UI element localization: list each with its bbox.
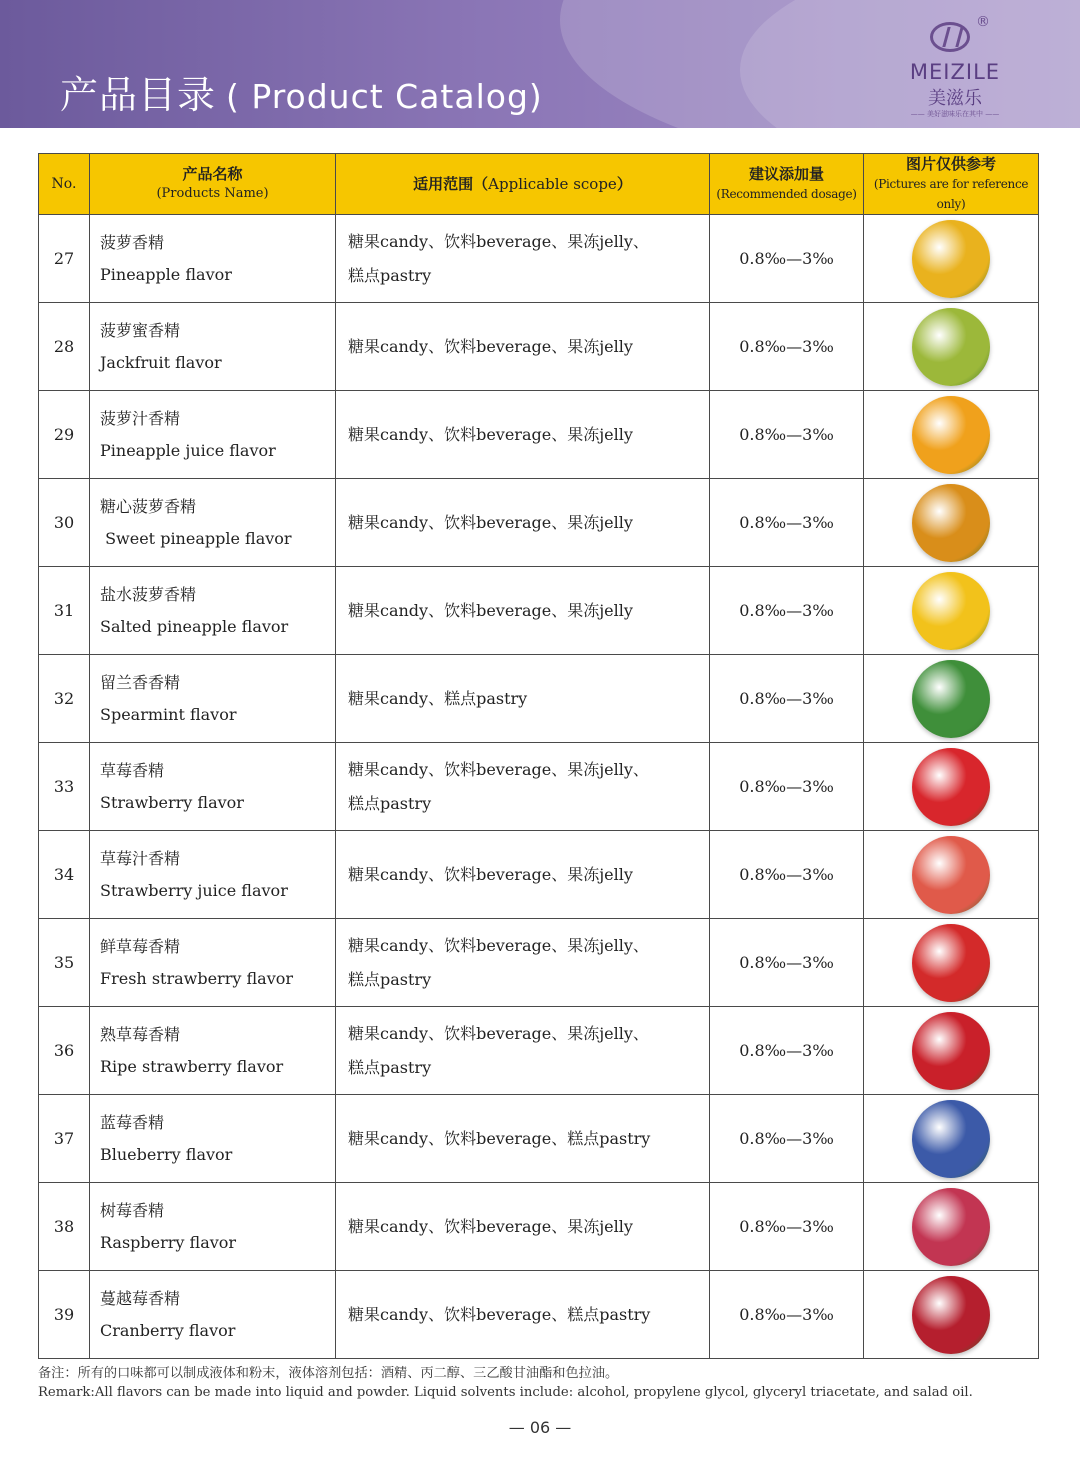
remark xyxy=(38,1364,1048,1402)
product-name xyxy=(90,303,336,391)
product-name-en: Strawberry juice flavor xyxy=(100,880,288,900)
header-pictures: 图片仅供参考 (Pictures are for reference only) xyxy=(864,154,1039,215)
product-picture-cell xyxy=(864,303,1039,391)
product-name xyxy=(90,831,336,919)
product-number: 28 xyxy=(39,303,90,391)
recommended-dosage: 0.8‰—3‰ xyxy=(710,1183,864,1271)
product-name-en: Sweet pineapple flavor xyxy=(100,528,292,548)
scope-line-1: 糖果candy、饮料beverage、果冻jelly xyxy=(348,600,633,620)
product-picture-cell xyxy=(864,391,1039,479)
table-row xyxy=(39,391,1039,479)
recommended-dosage: 0.8‰—3‰ xyxy=(710,743,864,831)
product-name-cn: 菠萝蜜香精 xyxy=(100,320,181,340)
product-number: 38 xyxy=(39,1183,90,1271)
product-number: 27 xyxy=(39,215,90,303)
remark-cn: 备注：所有的口味都可以制成液体和粉末，液体溶剂包括：酒精、丙二醇、三乙酸甘油酯和色拉油。 xyxy=(38,1366,619,1381)
brand-name-en: MEIZILE xyxy=(909,60,1001,84)
fresh-strawberry-picture xyxy=(912,924,990,1002)
product-number: 31 xyxy=(39,567,90,655)
applicable-scope xyxy=(336,567,710,655)
table-row xyxy=(39,655,1039,743)
strawberry-juice-picture xyxy=(912,836,990,914)
header-applicable-scope: 适用范围（Applicable scope） xyxy=(336,154,710,215)
table-row xyxy=(39,743,1039,831)
product-picture-cell xyxy=(864,1095,1039,1183)
product-name xyxy=(90,391,336,479)
scope-line-1: 糖果candy、饮料beverage、糕点pastry xyxy=(348,1304,651,1324)
applicable-scope xyxy=(336,1007,710,1095)
product-number: 30 xyxy=(39,479,90,567)
applicable-scope xyxy=(336,303,710,391)
product-picture-cell xyxy=(864,567,1039,655)
page-title xyxy=(60,64,543,119)
table-row xyxy=(39,567,1039,655)
sweet-pineapple-picture xyxy=(912,484,990,562)
pineapple-picture xyxy=(912,220,990,298)
product-name-en: Pineapple flavor xyxy=(100,264,232,284)
applicable-scope xyxy=(336,743,710,831)
applicable-scope xyxy=(336,655,710,743)
scope-line-1: 糖果candy、饮料beverage、果冻jelly xyxy=(348,424,633,444)
applicable-scope xyxy=(336,1271,710,1359)
scope-line-2: 糕点pastry xyxy=(348,265,432,285)
product-name-cn: 草莓香精 xyxy=(100,760,165,780)
table-row xyxy=(39,919,1039,1007)
product-name xyxy=(90,919,336,1007)
product-name-en: Strawberry flavor xyxy=(100,792,244,812)
applicable-scope xyxy=(336,1095,710,1183)
product-name-cn: 树莓香精 xyxy=(100,1200,165,1220)
ripe-strawberry-picture xyxy=(912,1012,990,1090)
table-row xyxy=(39,479,1039,567)
scope-line-1: 糖果candy、饮料beverage、果冻jelly、 xyxy=(348,1023,649,1043)
product-name-en: Fresh strawberry flavor xyxy=(100,968,294,988)
header-recommended-dosage: 建议添加量 (Recommended dosage) xyxy=(710,154,864,215)
jackfruit-picture xyxy=(912,308,990,386)
product-name-cn: 菠萝汁香精 xyxy=(100,408,181,428)
table-row xyxy=(39,831,1039,919)
recommended-dosage: 0.8‰—3‰ xyxy=(710,479,864,567)
table-row xyxy=(39,1007,1039,1095)
product-name-en: Blueberry flavor xyxy=(100,1144,233,1164)
table-row xyxy=(39,1183,1039,1271)
product-picture-cell xyxy=(864,1007,1039,1095)
product-picture-cell xyxy=(864,919,1039,1007)
scope-line-1: 糖果candy、饮料beverage、果冻jelly、 xyxy=(348,935,649,955)
product-name-cn: 蓝莓香精 xyxy=(100,1112,165,1132)
recommended-dosage: 0.8‰—3‰ xyxy=(710,655,864,743)
product-name-en: Cranberry flavor xyxy=(100,1320,236,1340)
registered-mark: ® xyxy=(976,14,990,30)
blueberry-picture xyxy=(912,1100,990,1178)
brand-logo xyxy=(890,14,1020,118)
product-name xyxy=(90,215,336,303)
product-name-en: Pineapple juice flavor xyxy=(100,440,276,460)
logo-mark-icon xyxy=(930,22,970,52)
applicable-scope xyxy=(336,391,710,479)
title-en: ( Product Catalog) xyxy=(226,77,543,116)
scope-line-2: 糕点pastry xyxy=(348,1057,432,1077)
pineapple-juice-picture xyxy=(912,396,990,474)
product-picture-cell xyxy=(864,743,1039,831)
cranberry-picture xyxy=(912,1276,990,1354)
applicable-scope xyxy=(336,1183,710,1271)
product-name xyxy=(90,1183,336,1271)
title-cn: 产品目录 xyxy=(60,73,217,117)
product-name-cn: 菠萝香精 xyxy=(100,232,165,252)
spearmint-picture xyxy=(912,660,990,738)
scope-line-1: 糖果candy、饮料beverage、果冻jelly xyxy=(348,1216,633,1236)
table-row xyxy=(39,303,1039,391)
product-number: 33 xyxy=(39,743,90,831)
product-picture-cell xyxy=(864,1183,1039,1271)
scope-line-2: 糕点pastry xyxy=(348,793,432,813)
recommended-dosage: 0.8‰—3‰ xyxy=(710,1007,864,1095)
product-picture-cell xyxy=(864,831,1039,919)
product-name-cn: 盐水菠萝香精 xyxy=(100,584,197,604)
page-number: — 06 — xyxy=(508,1418,572,1437)
header-product-name: 产品名称 (Products Name) xyxy=(90,154,336,215)
product-name-cn: 蔓越莓香精 xyxy=(100,1288,181,1308)
scope-line-1: 糖果candy、饮料beverage、果冻jelly xyxy=(348,512,633,532)
brand-name-cn: 美滋乐 xyxy=(928,88,982,109)
table-row xyxy=(39,1271,1039,1359)
recommended-dosage: 0.8‰—3‰ xyxy=(710,215,864,303)
scope-line-1: 糖果candy、饮料beverage、果冻jelly、 xyxy=(348,231,649,251)
product-name xyxy=(90,743,336,831)
scope-line-1: 糖果candy、糕点pastry xyxy=(348,688,528,708)
recommended-dosage: 0.8‰—3‰ xyxy=(710,391,864,479)
product-picture-cell xyxy=(864,215,1039,303)
table-row xyxy=(39,215,1039,303)
product-name-cn: 留兰香香精 xyxy=(100,672,181,692)
product-number: 32 xyxy=(39,655,90,743)
recommended-dosage: 0.8‰—3‰ xyxy=(710,919,864,1007)
applicable-scope xyxy=(336,919,710,1007)
product-number: 29 xyxy=(39,391,90,479)
product-number: 34 xyxy=(39,831,90,919)
applicable-scope xyxy=(336,215,710,303)
product-name-en: Salted pineapple flavor xyxy=(100,616,289,636)
recommended-dosage: 0.8‰—3‰ xyxy=(710,1271,864,1359)
salted-pineapple-picture xyxy=(912,572,990,650)
table-row xyxy=(39,1095,1039,1183)
scope-line-1: 糖果candy、饮料beverage、果冻jelly xyxy=(348,336,633,356)
recommended-dosage: 0.8‰—3‰ xyxy=(710,1095,864,1183)
table-header-row xyxy=(39,154,1039,215)
product-name-cn: 鲜草莓香精 xyxy=(100,936,181,956)
product-name-en: Ripe strawberry flavor xyxy=(100,1056,284,1076)
header-no: No. xyxy=(39,154,90,215)
scope-line-1: 糖果candy、饮料beverage、果冻jelly xyxy=(348,864,633,884)
product-catalog-table xyxy=(38,153,1039,1359)
product-name-cn: 草莓汁香精 xyxy=(100,848,181,868)
recommended-dosage: 0.8‰—3‰ xyxy=(710,567,864,655)
product-name-cn: 糖心菠萝香精 xyxy=(100,496,197,516)
product-name xyxy=(90,1271,336,1359)
applicable-scope xyxy=(336,831,710,919)
product-picture-cell xyxy=(864,1271,1039,1359)
product-name xyxy=(90,479,336,567)
recommended-dosage: 0.8‰—3‰ xyxy=(710,831,864,919)
product-number: 35 xyxy=(39,919,90,1007)
scope-line-2: 糕点pastry xyxy=(348,969,432,989)
product-name xyxy=(90,1095,336,1183)
product-picture-cell xyxy=(864,479,1039,567)
product-name-en: Raspberry flavor xyxy=(100,1232,237,1252)
product-name-cn: 熟草莓香精 xyxy=(100,1024,181,1044)
product-picture-cell xyxy=(864,655,1039,743)
remark-en: Remark:All flavors can be made into liquid and powder. Liquid solvents include: alcohol, propylene glycol, glyceryl triacetate, and salad oil. xyxy=(38,1385,973,1400)
product-name xyxy=(90,1007,336,1095)
product-name-en: Jackfruit flavor xyxy=(100,352,222,372)
product-name xyxy=(90,567,336,655)
product-number: 36 xyxy=(39,1007,90,1095)
product-number: 37 xyxy=(39,1095,90,1183)
brand-slogan: —— 美好滋味乐在其中 —— xyxy=(910,110,1000,118)
strawberry-picture xyxy=(912,748,990,826)
raspberry-picture xyxy=(912,1188,990,1266)
product-number: 39 xyxy=(39,1271,90,1359)
scope-line-1: 糖果candy、饮料beverage、糕点pastry xyxy=(348,1128,651,1148)
scope-line-1: 糖果candy、饮料beverage、果冻jelly、 xyxy=(348,759,649,779)
product-name xyxy=(90,655,336,743)
product-name-en: Spearmint flavor xyxy=(100,704,237,724)
applicable-scope xyxy=(336,479,710,567)
recommended-dosage: 0.8‰—3‰ xyxy=(710,303,864,391)
